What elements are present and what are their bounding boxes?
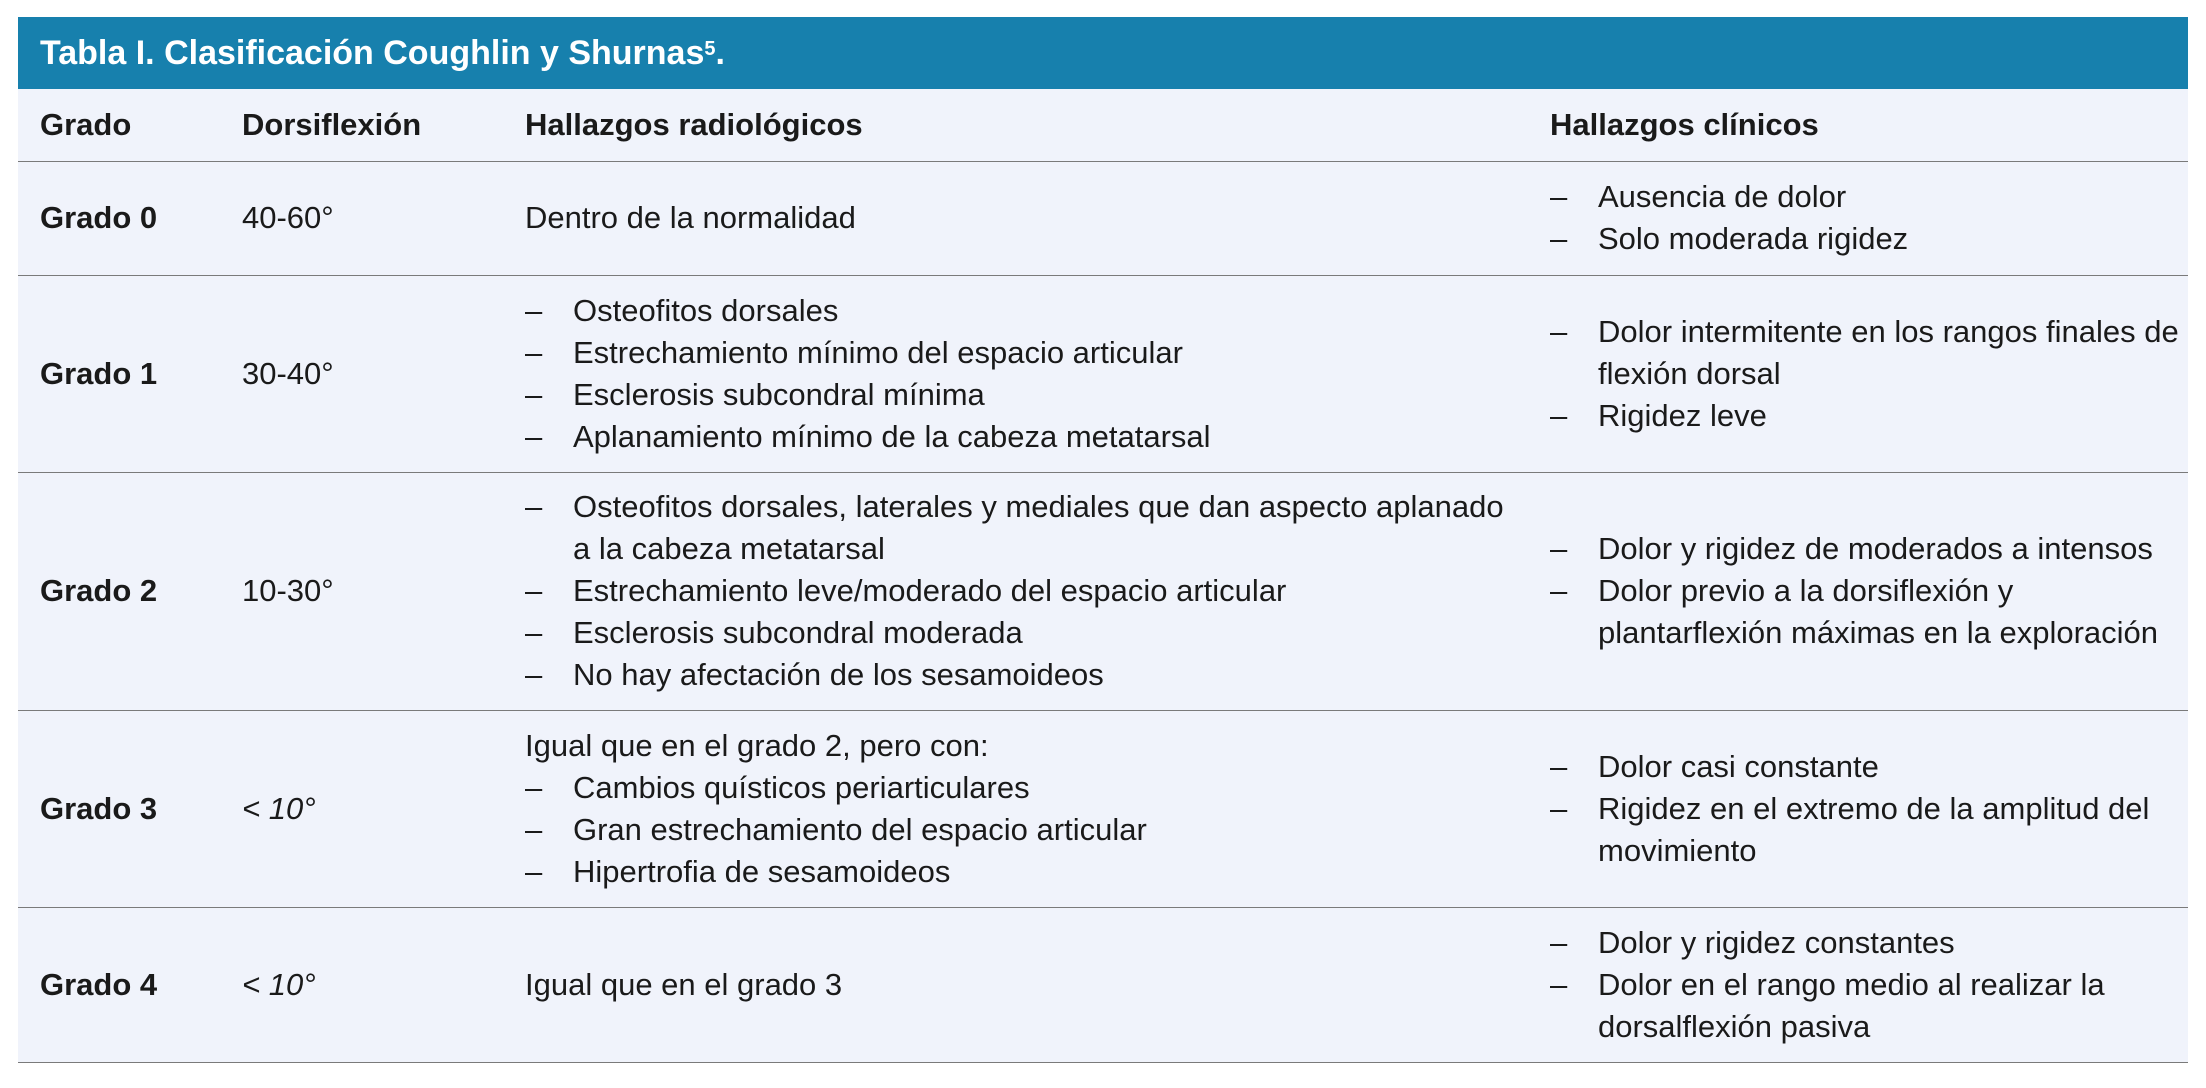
cell-clinicos: [1528, 161, 2188, 275]
cell-clinicos: [1528, 472, 2188, 710]
cell-grado: Grado 0: [18, 161, 220, 275]
radiologicos-text: Igual que en el grado 3: [525, 966, 843, 1002]
cell-grado: Grado 2: [18, 472, 220, 710]
header-grado: Grado: [18, 89, 220, 161]
list-item: – Estrechamiento leve/moderado del espacio articular: [525, 570, 1528, 612]
list-item: – Osteofitos dorsales, laterales y mediales que dan aspecto aplanado a la cabeza metatarsal: [525, 486, 1528, 570]
data-table: [18, 89, 2188, 1063]
clinicos-list: [1550, 922, 2188, 1048]
table-title-bar: [18, 17, 2188, 89]
table-title: Tabla I. Clasificación Coughlin y Shurnas: [40, 33, 705, 72]
table-row: [18, 275, 2188, 472]
cell-radiologicos: [503, 472, 1528, 710]
cell-radiologicos: [503, 161, 1528, 275]
cell-grado: Grado 4: [18, 907, 220, 1062]
cell-dorsiflexion: < 10°: [220, 907, 503, 1062]
list-item: – Cambios quísticos periarticulares: [525, 767, 1528, 809]
list-item: – Esclerosis subcondral mínima: [525, 374, 1528, 416]
radiologicos-text: Dentro de la normalidad: [525, 200, 856, 235]
list-item: – Dolor previo a la dorsiflexión y plantarflexión máximas en la exploración: [1550, 570, 2188, 654]
clinicos-list: [1550, 528, 2188, 654]
clinicos-list: [1550, 176, 2188, 260]
radiologicos-list: [525, 290, 1528, 458]
cell-clinicos: [1528, 275, 2188, 472]
table-row: [18, 907, 2188, 1062]
cell-radiologicos: [503, 275, 1528, 472]
table-row: [18, 472, 2188, 710]
header-clinicos: Hallazgos clínicos: [1528, 89, 2188, 161]
header-radiologicos: Hallazgos radiológicos: [503, 89, 1528, 161]
list-item: – No hay afectación de los sesamoideos: [525, 654, 1528, 696]
cell-grado: Grado 3: [18, 710, 220, 907]
cell-clinicos: [1528, 710, 2188, 907]
table-row: [18, 710, 2188, 907]
cell-dorsiflexion: 40-60°: [220, 161, 503, 275]
clinicos-list: [1550, 311, 2188, 437]
list-item: – Dolor intermitente en los rangos finales de flexión dorsal: [1550, 311, 2188, 395]
list-item: – Rigidez leve: [1550, 395, 2188, 437]
list-item: – Estrechamiento mínimo del espacio articular: [525, 332, 1528, 374]
cell-clinicos: [1528, 907, 2188, 1062]
cell-dorsiflexion: 30-40°: [220, 275, 503, 472]
cell-dorsiflexion: 10-30°: [220, 472, 503, 710]
clinicos-list: [1550, 746, 2188, 872]
list-item: – Dolor y rigidez constantes: [1550, 922, 2188, 964]
header-row: [18, 89, 2188, 161]
classification-table: [18, 17, 2188, 1063]
cell-grado: Grado 1: [18, 275, 220, 472]
list-item: – Hipertrofia de sesamoideos: [525, 851, 1528, 893]
cell-dorsiflexion: < 10°: [220, 710, 503, 907]
list-item: – Esclerosis subcondral moderada: [525, 612, 1528, 654]
list-item: – Dolor y rigidez de moderados a intensos: [1550, 528, 2188, 570]
header-dorsiflexion: Dorsiflexión: [220, 89, 503, 161]
radiologicos-list: [525, 486, 1528, 696]
table-row: [18, 161, 2188, 275]
cell-radiologicos: [503, 710, 1528, 907]
title-footnote-ref: 5: [704, 37, 716, 60]
list-item: – Gran estrechamiento del espacio articular: [525, 809, 1528, 851]
radiologicos-list: [525, 767, 1528, 893]
list-item: – Dolor en el rango medio al realizar la dorsalflexión pasiva: [1550, 964, 2188, 1048]
list-item: – Dolor casi constante: [1550, 746, 2188, 788]
cell-radiologicos: [503, 907, 1528, 1062]
list-item: – Rigidez en el extremo de la amplitud del movimiento: [1550, 788, 2188, 872]
list-item: – Aplanamiento mínimo de la cabeza metatarsal: [525, 416, 1528, 458]
list-item: – Ausencia de dolor: [1550, 176, 2188, 218]
list-item: – Osteofitos dorsales: [525, 290, 1528, 332]
list-item: – Solo moderada rigidez: [1550, 218, 2188, 260]
radiologicos-text: Igual que en el grado 2, pero con:: [525, 727, 989, 763]
title-suffix: .: [715, 33, 725, 72]
